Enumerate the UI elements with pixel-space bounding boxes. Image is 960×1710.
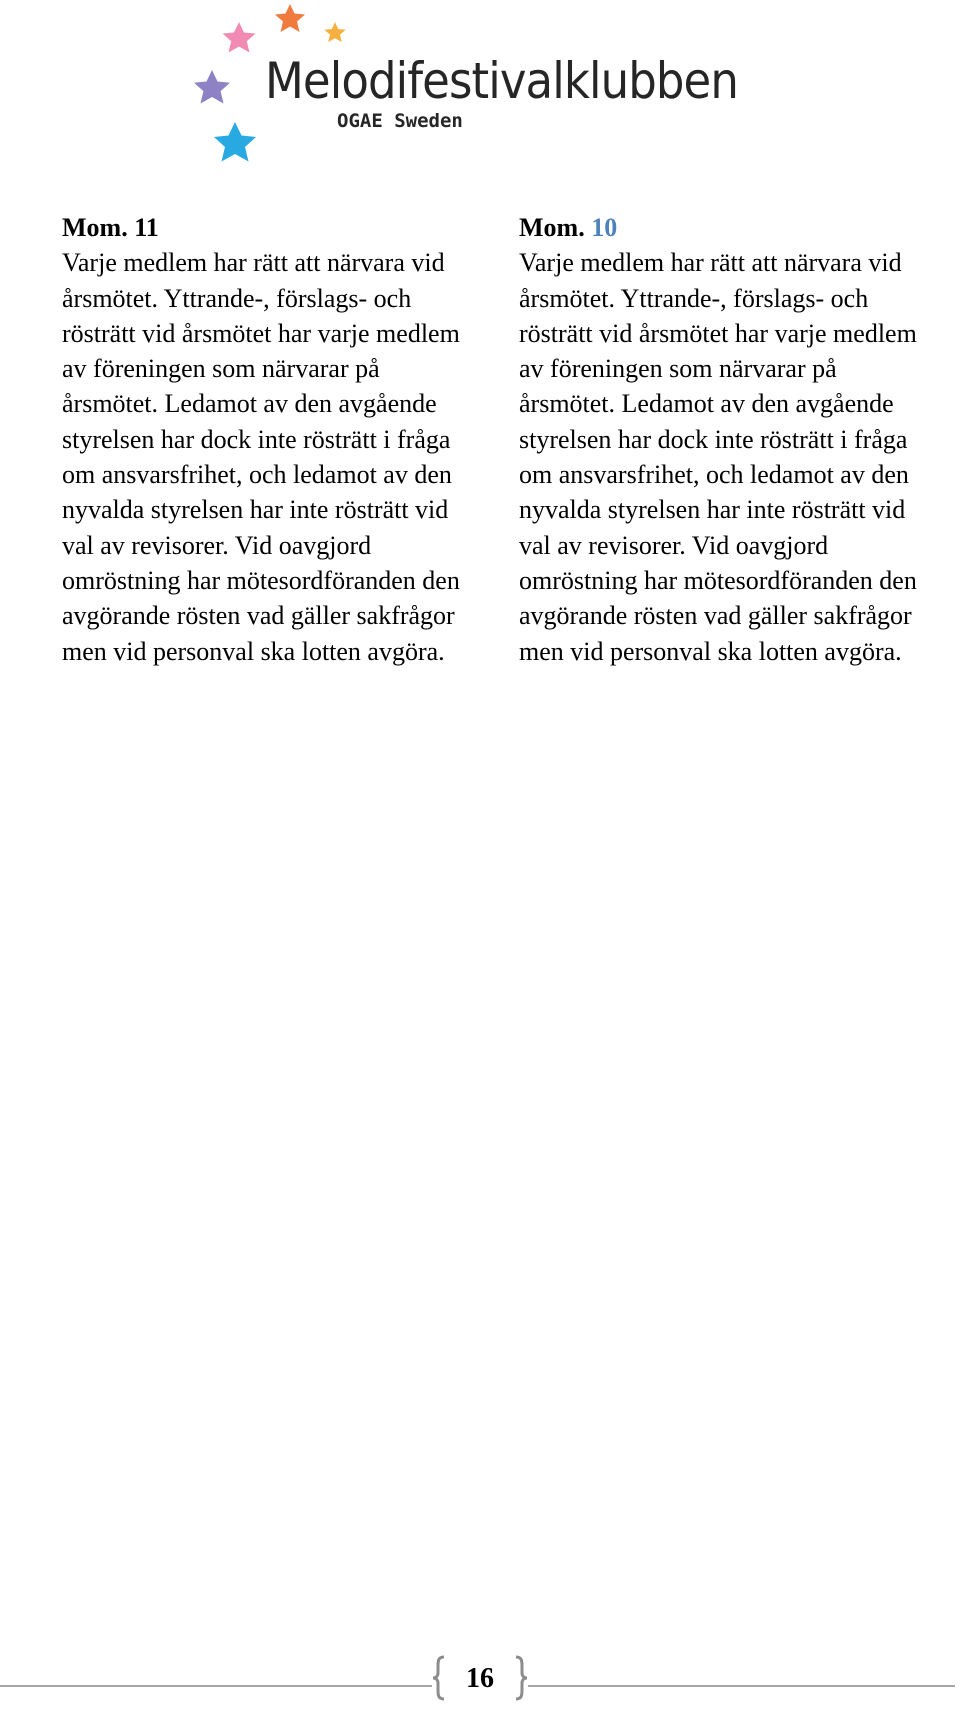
- orange-star-icon: [275, 4, 305, 32]
- heading-number: 10: [591, 213, 618, 242]
- pink-star-icon: [223, 22, 256, 53]
- blue-star-icon: [214, 122, 256, 162]
- footer-rule-right: [528, 1685, 955, 1687]
- heading-number: 11: [134, 213, 159, 242]
- section-body: Varje medlem har rätt att närvara vid årsmötet. Yttrande-, förslags- och rösträtt vid årsmötet har varje medlem av föreningen som närvarar på årsmötet. Ledamot av den avgående styrelsen har dock inte rösträtt i fråga om ansvarsfrihet, och ledamot av den nyvalda styrelsen har inte rösträtt vid val av revisorer. Vid oavgjord omröstning har mötesordföranden den avgörande rösten vad gäller sakfrågor men vid personval ska lotten avgöra.: [519, 248, 917, 666]
- section-heading: [62, 210, 482, 245]
- paragraph-column-left: [62, 210, 482, 669]
- paragraph-column-right: [519, 210, 939, 669]
- purple-star-icon: [194, 70, 230, 104]
- footer-rule-left: [0, 1685, 432, 1687]
- yellow-star-icon: [324, 22, 345, 42]
- logo: [185, 0, 765, 175]
- page-footer: [0, 1655, 960, 1705]
- logo-title: Melodifestivalklubben: [265, 52, 738, 110]
- left-brace-icon: [432, 1655, 446, 1701]
- heading-label: Mom.: [519, 213, 585, 242]
- logo-subtitle: OGAE Sweden: [337, 110, 463, 132]
- section-heading: [519, 210, 939, 245]
- heading-label: Mom.: [62, 213, 128, 242]
- section-body: Varje medlem har rätt att närvara vid årsmötet. Yttrande-, förslags- och rösträtt vid årsmötet har varje medlem av föreningen som närvarar på årsmötet. Ledamot av den avgående styrelsen har dock inte rösträtt i fråga om ansvarsfrihet, och ledamot av den nyvalda styrelsen har inte rösträtt vid val av revisorer. Vid oavgjord omröstning har mötesordföranden den avgörande rösten vad gäller sakfrågor men vid personval ska lotten avgöra.: [62, 248, 460, 666]
- right-brace-icon: [514, 1655, 528, 1701]
- page-number: 16: [466, 1663, 494, 1694]
